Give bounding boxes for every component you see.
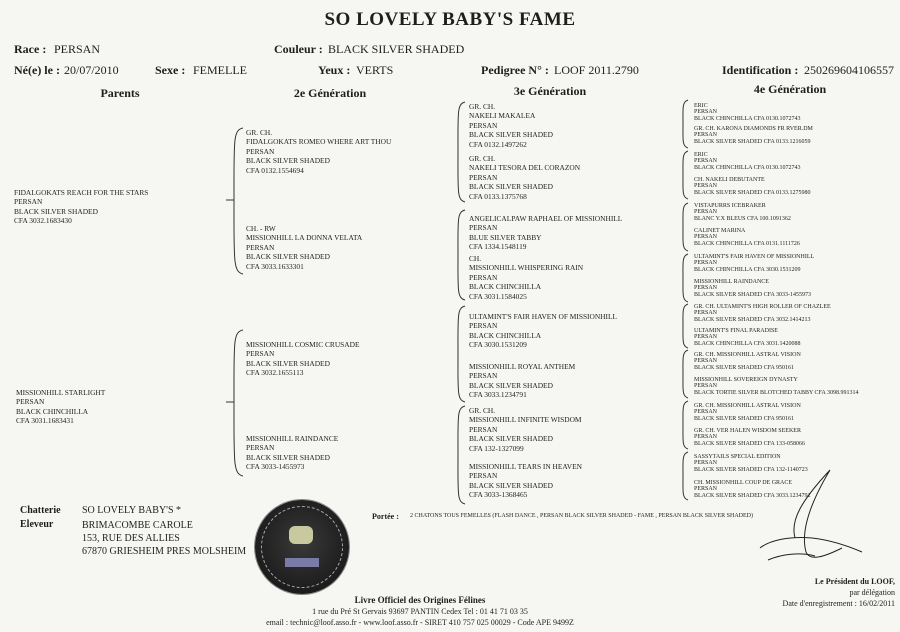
yeux-value: VERTS [356, 63, 394, 77]
chatterie-label: Chatterie [20, 505, 61, 516]
gen4-entry-15: SASSYTAILS SPECIAL EDITION PERSAN BLACK SILVER SHADED CFA 132-1140723 [694, 454, 808, 473]
gen4-entry-3: ERIC PERSAN BLACK CHINCHILLA CFA 0130.1072743 [694, 152, 801, 171]
identification-label: Identification : [722, 63, 799, 77]
registration-date: Date d'enregistrement : 16/02/2011 [782, 599, 895, 608]
gen3-entry-5: ULTAMINT'S FAIR HAVEN OF MISSIONHILL PERSAN BLACK CHINCHILLA CFA 3030.1531209 [469, 312, 618, 350]
gen4-entry-4: CH. NAKELI DEBUTANTE PERSAN BLACK SILVER SHADED CFA 0133.1275980 [694, 177, 811, 196]
couleur-label: Couleur : [274, 42, 323, 56]
sexe-value: FEMELLE [193, 63, 247, 77]
gen4-entry-9: GR. CH. ULTAMINT'S HIGH ROLLER OF CHAZLEE PERSAN BLACK SILVER SHADED CFA 3032.1414213 [694, 304, 831, 323]
footer-contact: email : technic@loof.asso.fr - www.loof.asso.fr - SIRET 410 757 025 00029 - Code APE 9499Z [266, 618, 574, 627]
pedigree-value: LOOF 2011.2790 [554, 63, 639, 77]
footer-address: 1 rue du Pré St Gervais 93697 PANTIN Cedex Tel : 01 41 71 03 35 [312, 607, 528, 616]
footer-org: Livre Officiel des Origines Félines [354, 595, 486, 605]
header-gen3: 3e Génération [513, 84, 587, 98]
gen2-entry-3: MISSIONHILL COSMIC CRUSADE PERSAN BLACK SILVER SHADED CFA 3032.1655113 [246, 340, 360, 378]
document-title: SO LOVELY BABY'S FAME [324, 9, 576, 30]
chatterie-value: SO LOVELY BABY'S * [82, 505, 182, 516]
race-value: PERSAN [54, 42, 101, 56]
header-gen4: 4e Génération [753, 82, 827, 96]
gen3-entry-1: GR. CH. NAKELI MAKALEA PERSAN BLACK SILVER SHADED CFA 0132.1497262 [469, 102, 553, 149]
gen3-entry-7: GR. CH. MISSIONHILL INFINITE WISDOM PERSAN BLACK SILVER SHADED CFA 132-1327099 [469, 406, 582, 453]
gen2-entry-4: MISSIONHILL RAINDANCE PERSAN BLACK SILVER SHADED CFA 3033-1455973 [246, 434, 339, 472]
yeux-label: Yeux : [318, 63, 351, 77]
gen4-entry-14: GR. CH. VER HALEN WISDOM SEEKER PERSAN BLACK SILVER SHADED CFA 133-058066 [694, 428, 806, 447]
signature-block [770, 576, 895, 609]
gen4-entry-11: GR. CH. MISSIONHILL ASTRAL VISION PERSAN BLACK SILVER SHADED CFA 950161 [694, 352, 801, 371]
gen4-entry-7: ULTAMINT'S FAIR HAVEN OF MISSIONHILL PERSAN BLACK CHINCHILLA CFA 3030.1531209 [694, 254, 815, 273]
delegation-label: par délégation [849, 588, 895, 597]
eleveur-label: Eleveur [20, 519, 54, 530]
parent-1: FIDALGOKATS REACH FOR THE STARS PERSAN BLACK SILVER SHADED CFA 3032.1683430 [14, 188, 149, 226]
gen3-entry-2: GR. CH. NAKELI TESORA DEL CORAZON PERSAN BLACK SILVER SHADED CFA 0133.1375768 [469, 154, 581, 201]
gen3-entry-3: ANGELICALPAW RAPHAEL OF MISSIONHILL PERSAN BLUE SILVER TABBY CFA 1334.1548119 [469, 214, 623, 252]
parent-2: MISSIONHILL STARLIGHT PERSAN BLACK CHINCHILLA CFA 3031.1683431 [16, 388, 106, 426]
portee-label: Portée : [372, 512, 399, 521]
header-gen2: 2e Génération [293, 86, 367, 100]
gen4-entry-10: ULTAMINT'S FINAL PARADISE PERSAN BLACK CHINCHILLA CFA 3031.1420088 [694, 328, 801, 347]
pedigree-label: Pedigree N° : [481, 63, 549, 77]
gen2-entry-1: GR. CH. FIDALGOKATS ROMEO WHERE ART THOU PERSAN BLACK SILVER SHADED CFA 0132.1554694 [246, 128, 392, 175]
loof-seal [255, 500, 349, 594]
gen3-entry-4: CH. MISSIONHILL WHISPERING RAIN PERSAN BLACK CHINCHILLA CFA 3031.1584025 [469, 254, 584, 301]
identification-value: 250269604106557 [804, 63, 894, 77]
gen4-entry-13: GR. CH. MISSIONHILL ASTRAL VISION PERSAN BLACK SILVER SHADED CFA 950161 [694, 403, 801, 422]
gen4-entry-2: GR. CH. KARONA DIAMONDS FR RVER.DM PERSAN BLACK SILVER SHADED CFA 0133.1216059 [694, 126, 813, 145]
sexe-label: Sexe : [155, 63, 186, 77]
birth-value: 20/07/2010 [64, 63, 119, 77]
gen4-entry-16: CH. MISSIONHILL COUP DE GRACE PERSAN BLACK SILVER SHADED CFA 3033.1234792 [694, 480, 811, 499]
gen4-entry-6: CALINET MARINA PERSAN BLACK CHINCHILLA CFA 0131.1111726 [694, 228, 800, 247]
president-label: Le Président du LOOF, [814, 577, 895, 586]
eleveur-address: BRIMACOMBE CAROLE 153, RUE DES ALLIES 67870 GRIESHEIM PRES MOLSHEIM [82, 520, 247, 557]
header-parents: Parents [100, 86, 140, 100]
gen4-entry-5: VISTAPURRS ICEBRAKER PERSAN BLANC Y.X BLEUS CFA 100.1091362 [694, 203, 791, 222]
race-label: Race : [14, 42, 47, 56]
couleur-value: BLACK SILVER SHADED [328, 42, 465, 56]
birth-label: Né(e) le : [14, 63, 60, 77]
gen3-entry-6: MISSIONHILL ROYAL ANTHEM PERSAN BLACK SILVER SHADED CFA 3033.1234791 [469, 362, 576, 400]
gen3-entry-8: MISSIONHILL TEARS IN HEAVEN PERSAN BLACK SILVER SHADED CFA 3033-1368465 [469, 462, 582, 500]
gen4-entry-12: MISSIONHILL SOVEREIGN DYNASTY PERSAN BLACK TORTIE SILVER BLOTCHED TABBY CFA 3098.991314 [694, 377, 859, 396]
gen4-entry-1: ERIC PERSAN BLACK CHINCHILLA CFA 0130.1072743 [694, 103, 801, 122]
gen2-entry-2: CH. - RW MISSIONHILL LA DONNA VELATA PERSAN BLACK SILVER SHADED CFA 3033.1633301 [246, 224, 363, 271]
portee-value: 2 CHATONS TOUS FEMELLES (FLASH DANCE , PERSAN BLACK SILVER SHADED - FAME , PERSAN BLACK SILVER SHADED) [410, 513, 753, 519]
gen4-entry-8: MISSIONHILL RAINDANCE PERSAN BLACK SILVER SHADED CFA 3033-1455973 [694, 279, 812, 298]
